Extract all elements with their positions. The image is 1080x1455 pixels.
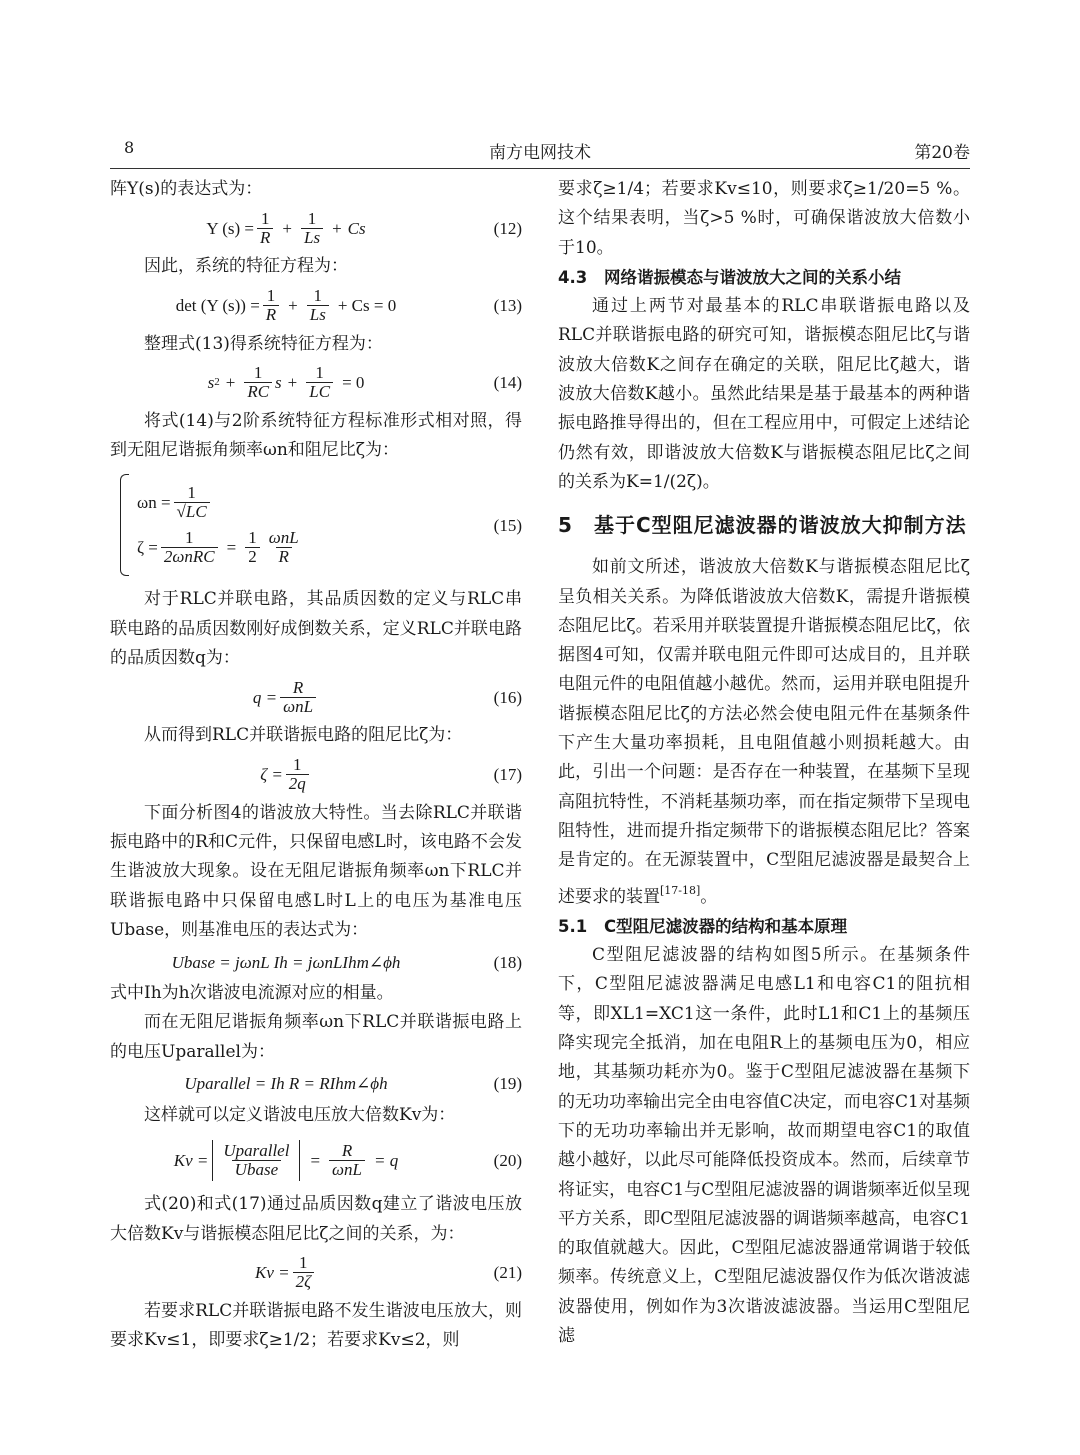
- term: Cs: [347, 218, 366, 238]
- section-title: 基于C型阻尼滤波器的谐波放大抑制方法: [594, 513, 967, 538]
- eq12-lhs: Y (s) =: [206, 218, 255, 238]
- journal-title: 南方电网技术: [489, 143, 591, 163]
- fraction: [293, 1254, 314, 1291]
- section-heading-5-1: [558, 912, 970, 941]
- paragraph: 从而得到RLC并联谐振电路的阻尼比ζ为：: [144, 725, 463, 746]
- equation-12: [110, 204, 522, 252]
- section-heading-4-3: [558, 263, 970, 292]
- equation-15: [110, 465, 522, 585]
- operator: =: [310, 1150, 321, 1170]
- numerator: 1: [260, 208, 270, 228]
- citation: [17-18]: [660, 883, 701, 897]
- equation-13: [110, 282, 522, 330]
- fraction: [220, 1142, 292, 1179]
- paragraph: 而在无阻尼谐振角频率ωn下RLC并联谐振电路上的电压Uparallel为：: [110, 1012, 522, 1062]
- numerator: R: [292, 677, 304, 697]
- eq13-lhs: det (Y (s)) =: [175, 295, 260, 315]
- numerator: 1: [253, 363, 263, 383]
- paragraph: C型阻尼滤波器的结构如图5所示。在基频条件下，C型阻尼滤波器满足电感L1和电容C1的阻抗相等，即XL1=XC1这一条件，此时L1和C1上的基频压降实现完全抵消，加在电阻R上的基频电压为0，相应地，其基频功耗亦为0。鉴于C型阻尼滤波器在基频下的无功功率输出完全由电容值C决定，而电容C1对基频下的无功功率输出并无影响，故而期望电容C1的取值越小越好，以此尽可能降低投资成本。然而，后续章节将证实，电容C1与C型阻尼滤波器的调谐频率近似呈现平方关系，即C型阻尼滤波器的调谐频率越高，电容C1的取值就越大。因此，C型阻尼滤波器通常调谐于较低频率。传统意义上，C型阻尼滤波器仅作为低次谐波滤波器使用，例如作为3次谐波滤波器。当运用C型阻尼滤: [558, 945, 970, 1346]
- denominator: Ubase: [234, 1159, 279, 1179]
- equation-number: (17): [493, 765, 522, 785]
- equation-20: [110, 1130, 522, 1190]
- paragraph: 式(20)和式(17)通过品质因数q建立了谐波电压放大倍数Kv与谐振模态阻尼比ζ之间的关系，为：: [110, 1194, 522, 1244]
- numerator: 1: [315, 363, 324, 383]
- denominator: 2ωnRC: [163, 547, 215, 567]
- equation-number: (16): [493, 687, 522, 707]
- equation-14: [110, 359, 522, 407]
- equation-number: (21): [493, 1263, 522, 1283]
- eq20-lhs: Kv =: [173, 1150, 209, 1170]
- equation-number: (14): [493, 373, 522, 393]
- paragraph: 式中Ih为h次谐波电流源对应的相量。: [110, 983, 394, 1004]
- denominator: 2: [245, 547, 260, 566]
- fraction: [329, 1142, 365, 1179]
- numerator: 1: [293, 755, 302, 775]
- equation-19: [110, 1067, 522, 1101]
- eq16-lhs: q =: [252, 687, 278, 707]
- section-number: 5: [558, 513, 572, 538]
- paragraph: 将式(14)与2阶系统特征方程标准形式相对照，得到无阻尼谐振角频率ωn和阻尼比ζ为：: [110, 410, 522, 461]
- paragraph: [558, 553, 970, 912]
- section-title: 网络谐振模态与谐波放大之间的关系小结: [604, 267, 901, 287]
- paragraph: 整理式(13)得系统特征方程为：: [144, 333, 383, 354]
- equation-number: (19): [493, 1074, 522, 1094]
- paragraph: 对于RLC并联电路，其品质因数的定义与RLC串联电路的品质因数刚好成倒数关系，定义RLC并联电路的品质因数q为：: [110, 589, 522, 669]
- fraction: [307, 287, 329, 324]
- equation-number: (18): [493, 952, 522, 972]
- superscript: 2: [214, 376, 220, 389]
- eq21-lhs: Kv =: [255, 1263, 290, 1283]
- equation-number: (15): [493, 515, 522, 535]
- operator: +: [288, 295, 298, 315]
- left-column: [110, 175, 522, 1356]
- term: s: [275, 373, 282, 393]
- fraction: [266, 529, 302, 566]
- row-lhs: ωn =: [137, 493, 171, 513]
- absolute-value: [212, 1140, 300, 1181]
- header-rule: [110, 168, 970, 169]
- paragraph: 下面分析图4的谐波放大特性。当去除RLC并联谐振电路中的R和C元件，只保留电感L时，该电路不会发生谐波放大现象。设在无阻尼谐振角频率ωn下RLC并联谐振电路中只保留电感L时L上的电压为基准电压Ubase，则基准电压的表达式为：: [110, 802, 522, 940]
- eq19-body: Uparallel = Ih R = RIhm∠ϕh: [184, 1074, 388, 1094]
- operator: +: [332, 218, 342, 238]
- operator: +: [287, 373, 298, 393]
- numerator: 1: [187, 483, 196, 503]
- denominator: R: [260, 227, 271, 247]
- eq18-body: Ubase = jωnL Ih = jωnLIhm∠ϕh: [171, 952, 401, 972]
- equation-21: [110, 1249, 522, 1297]
- fraction: [306, 364, 333, 401]
- paragraph: 若要求RLC并联谐振电路不发生谐波电压放大，则要求Kv≤1，即要求ζ≥1/2；若要求Kv≤2，则: [110, 1300, 522, 1351]
- paragraph: 要求ζ≥1/4；若要求Kv≤10，则要求ζ≥1/20=5 %。这个结果表明，当ζ>5 %时，可确保谐波放大倍数小于10。: [558, 179, 970, 258]
- row-lhs: ζ =: [137, 538, 158, 558]
- denominator: RC: [247, 382, 270, 402]
- fraction: [245, 529, 260, 566]
- paragraph-end: 。: [700, 886, 718, 907]
- fraction: [257, 210, 273, 247]
- equation-number: (13): [493, 295, 522, 315]
- section-title: C型阻尼滤波器的结构和基本原理: [604, 916, 848, 936]
- numerator: R: [341, 1140, 353, 1160]
- denominator: √LC: [176, 502, 207, 522]
- numerator: 1: [299, 1253, 308, 1273]
- denominator: Ls: [304, 227, 321, 247]
- section-number: 4.3: [558, 267, 588, 287]
- eq17-lhs: ζ =: [260, 765, 283, 785]
- paragraph: 通过上两节对最基本的RLC串联谐振电路以及RLC并联谐振电路的研究可知，谐振模态阻尼比ζ与谐波放大倍数K之间存在确定的关联，阻尼比ζ越大，谐波放大倍数K越小。虽然此结果是基于最基本的两种谐振电路推导得出的，但在工程应用中，可假定上述结论仍然有效，即谐波放大倍数K与谐振模态阻尼比ζ之间的关系为K=1/(2ζ)。: [558, 296, 970, 492]
- denominator: 2q: [288, 774, 306, 794]
- numerator: Uparallel: [223, 1140, 290, 1160]
- paragraph: 这样就可以定义谐波电压放大倍数Kv为：: [144, 1105, 456, 1126]
- numerator: 1: [248, 528, 257, 548]
- term: = 0: [342, 373, 365, 393]
- fraction: [263, 287, 279, 324]
- denominator: LC: [309, 382, 331, 402]
- section-heading-5: [558, 509, 970, 541]
- fraction: [286, 756, 309, 793]
- term: = q: [374, 1150, 399, 1170]
- numerator: ωnL: [268, 528, 299, 548]
- operator: +: [225, 373, 236, 393]
- operator: =: [226, 538, 237, 558]
- denominator: R: [278, 547, 289, 567]
- volume-label: 第20卷: [914, 143, 970, 163]
- denominator: R: [265, 305, 277, 325]
- system-row: [137, 484, 305, 521]
- denominator: Ls: [309, 305, 326, 325]
- eq13-tail: + Cs = 0: [337, 295, 397, 315]
- numerator: 1: [313, 286, 323, 306]
- paragraph: 因此，系统的特征方程为：: [144, 256, 348, 277]
- denominator: 2ζ: [295, 1272, 311, 1292]
- fraction: [244, 364, 272, 401]
- section-number: 5.1: [558, 916, 588, 936]
- fraction: [280, 679, 316, 716]
- numerator: 1: [185, 528, 194, 548]
- right-column: [558, 175, 970, 1351]
- equation-system: [120, 474, 305, 576]
- equation-number: (12): [493, 218, 522, 238]
- denominator: ωnL: [283, 696, 314, 716]
- page-number: 8: [124, 138, 135, 157]
- term: s: [207, 373, 215, 393]
- paragraph-text: 如前文所述，谐波放大倍数K与谐振模态阻尼比ζ呈负相关关系。为降低谐波放大倍数K，需提升谐振模态阻尼比ζ。若采用并联装置提升谐振模态阻尼比ζ，依据图4可知，仅需并联电阻元件即可达成目的，且并联电阻元件的电阻值越小越优。然而，运用并联电阻提升谐振模态阻尼比ζ的方法必然会使电阻元件在基频条件下产生大量功率损耗，且电阻值越小则损耗越大。由此，引出一个问题：是否存在一种装置，在基频下呈现高阻抗特性，不消耗基频功率，而在指定频带下呈现电阻特性，进而提升指定频带下的谐振模态阻尼比？答案是肯定的。在无源装置中，C型阻尼滤波器是最契合上述要求的装置: [558, 557, 970, 907]
- left-brace: [120, 474, 129, 576]
- system-row: [137, 529, 305, 566]
- equation-number: (20): [493, 1150, 522, 1170]
- paragraph: 阵Y(s)的表达式为：: [110, 179, 263, 199]
- fraction: [174, 484, 210, 521]
- numerator: 1: [266, 286, 276, 306]
- fraction: [301, 210, 323, 247]
- denominator: ωnL: [332, 1159, 363, 1179]
- operator: +: [282, 218, 292, 238]
- equation-16: [110, 673, 522, 721]
- numerator: 1: [307, 208, 317, 228]
- fraction: [161, 529, 218, 566]
- equation-18: [110, 945, 522, 979]
- equation-17: [110, 751, 522, 799]
- page-header: [110, 138, 970, 166]
